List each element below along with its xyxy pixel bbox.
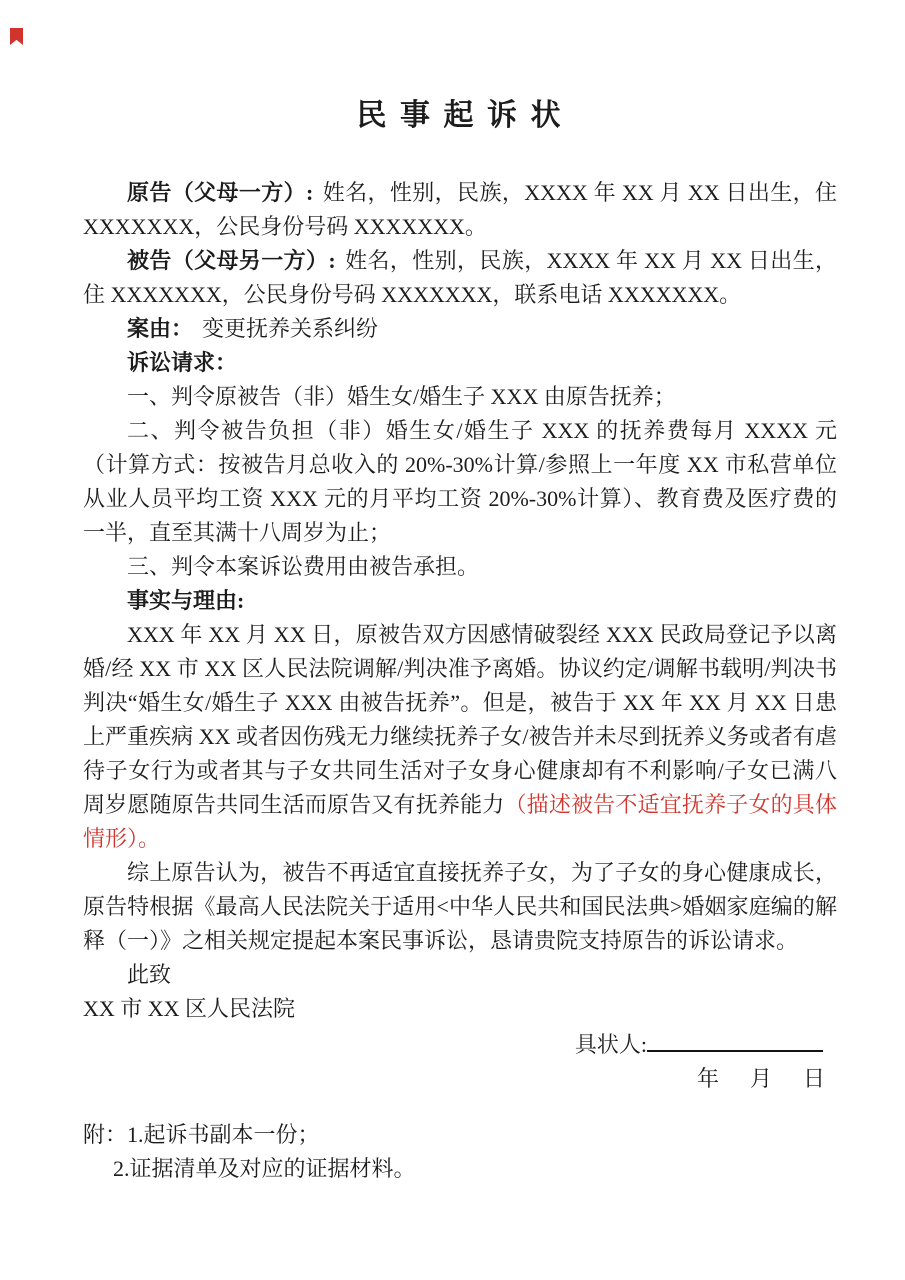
- claim-item-1: 一、判令原被告（非）婚生女/婚生子 XXX 由原告抚养；: [127, 384, 676, 409]
- signature-blank-line: [647, 1026, 823, 1052]
- cause-paragraph: [83, 312, 837, 346]
- defendant-info: 姓名，性别，民族，XXXX 年 XX 月 XX 日出生，住 XXXXXXX，公民身份号码 XXXXXXX，联系电话 XXXXXXX。: [83, 248, 837, 307]
- claims-heading: 诉讼请求：: [127, 350, 238, 375]
- date-row: [83, 1062, 837, 1096]
- claim-item-3: 三、判令本案诉讼费用由被告承担。: [127, 554, 480, 579]
- document-title: 民 事 起 诉 状: [356, 99, 564, 132]
- date-year-label: 年: [696, 1066, 719, 1091]
- plaintiff-label: 原告（父母一方）:: [127, 180, 314, 205]
- claim-item-2: 二、判令被告负担（非）婚生女/婚生子 XXX 的抚养费每月 XXXX 元（计算方式：按被告月总收入的 20%-30%计算/参照上一年度 XX 市私营单位从业人员平均工资 XXX 元的月平均工资 20%-30%计算）、教育费及医疗费的一半，直至其满十八周岁为止；: [83, 418, 837, 545]
- plaintiff-info: 姓名，性别，民族，XXXX 年 XX 月 XX 日出生，住 XXXXXXX，公民身份号码 XXXXXXX。: [83, 180, 838, 239]
- date-month-label: 月: [749, 1066, 772, 1091]
- date-day-label: 日: [802, 1066, 825, 1091]
- plaintiff-paragraph: [83, 176, 837, 244]
- attachments-block: [83, 1118, 837, 1186]
- attachment-line-1: 附：1.起诉书副本一份；: [83, 1122, 320, 1147]
- defendant-label: 被告（父母另一方）:: [127, 248, 336, 273]
- cause-label: 案由：: [127, 316, 194, 341]
- document-body: [83, 176, 837, 1186]
- red-corner-mark: [10, 28, 23, 45]
- signer-row: [83, 1026, 837, 1062]
- salute-line: 此致: [127, 962, 172, 987]
- cause-text: 变更抚养关系纠纷: [202, 316, 379, 341]
- facts-narrative-text: XXX 年 XX 月 XX 日，原被告双方因感情破裂经 XXX 民政局登记予以离婚/经 XX 市 XX 区人民法院调解/判决准予离婚。协议约定/调解书载明/判决书判决“婚生女/婚生子 XXX 由被告抚养”。但是，被告于 XX 年 XX 月 XX 日患上严重疾病 XX 或者因伤残无力继续抚养子女/被告并未尽到抚养义务或者有虐待子女行为或者其与子女共同生活对子女身心健康却有不利影响/子女已满八周岁愿随原告共同生活而原告又有抚养能力: [83, 622, 837, 817]
- court-name-line: XX 市 XX 区人民法院: [83, 996, 296, 1021]
- facts-heading: 事实与理由:: [127, 588, 245, 613]
- facts-red-note: （描述被告不适宜抚养子女的具体情形）。: [83, 792, 837, 851]
- facts-narrative-paragraph: [83, 618, 837, 856]
- signer-label: 具状人:: [574, 1032, 647, 1057]
- attachment-line-2: 2.证据清单及对应的证据材料。: [113, 1156, 416, 1181]
- facts-conclusion-paragraph: 综上原告认为，被告不再适宜直接抚养子女，为了子女的身心健康成长，原告特根据《最高人民法院关于适用<中华人民共和国民法典>婚姻家庭编的解释（一）》之相关规定提起本案民事诉讼，恳请贵院支持原告的诉讼请求。: [83, 860, 837, 953]
- defendant-paragraph: [83, 244, 837, 312]
